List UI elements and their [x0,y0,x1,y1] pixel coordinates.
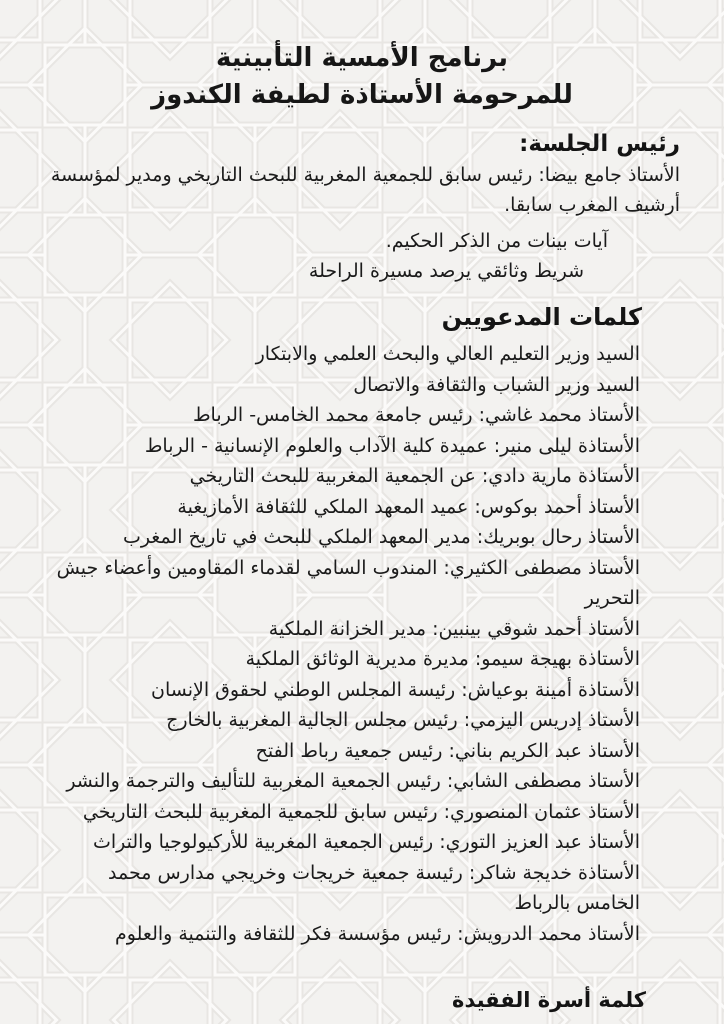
speaker-item: الأستاذ عثمان المنصوري: رئيس سابق للجمعية المغربية للبحث التاريخي [82,800,640,823]
speaker-item: الأستاذة ليلى منير: عميدة كلية الآداب والعلوم الإنسانية - الرباط [144,434,640,457]
speaker-item: الأستاذ إدريس اليزمي: رئيس مجلس الجالية المغربية بالخارج [166,709,640,731]
speaker-item: الأستاذ مصطفى الشابي: رئيس الجمعية المغربية للتأليف والترجمة والنشر [66,770,640,792]
family-word-line: كلمة أسرة الفقيدة [452,988,646,1012]
speaker-item: الأستاذ أحمد شوقي بينبين: مدير الخزانة الملكية [268,617,640,640]
quran-verses-line: آيات بينات من الذكر الحكيم. [385,230,608,252]
speaker-item: الأستاذ محمد غاشي: رئيس جامعة محمد الخامس- الرباط [192,404,640,426]
invitees-heading: كلمات المدعويين [441,303,642,331]
speaker-item: الأستاذة بهيجة سيمو: مديرة مديرية الوثائق الملكية [245,648,640,670]
title-line-1: برنامج الأمسية التأبينية [215,43,509,73]
page-title [44,40,680,114]
session-chair-heading: رئيس الجلسة: [519,131,680,157]
speaker-item: الأستاذة مارية دادي: عن الجمعية المغربية للبحث التاريخي [189,465,640,487]
speaker-item: الأستاذ رحال بوبريك: مدير المعهد الملكي للبحث في تاريخ المغرب [122,526,640,548]
speaker-item: الأستاذ مصطفى الكثيري: المندوب السامي لقدماء المقاومين وأعضاء جيش التحرير [56,556,640,609]
speaker-item: الأستاذة أمينة بوعياش: رئيسة المجلس الوطني لحقوق الإنسان [151,678,640,701]
speakers-list [44,339,680,949]
title-line-2: للمرحومة الأستاذة لطيفة الكندوز [151,80,573,110]
speaker-item: الأستاذ أحمد بوكوس: عميد المعهد الملكي للثقافة الأمازيغية [177,495,640,518]
speaker-item: الأستاذ محمد الدرويش: رئيس مؤسسة فكر للثقافة والتنمية والعلوم [115,922,640,945]
speaker-item: الأستاذ عبد الكريم بناني: رئيس جمعية رباط الفتح [255,739,640,762]
session-chair-description: الأستاذ جامع بيضا: رئيس سابق للجمعية المغربية للبحث التاريخي ومدير لمؤسسة أرشيف المغرب سابقا. [50,164,680,216]
speaker-item: السيد وزير التعليم العالي والبحث العلمي والابتكار [255,343,640,365]
speaker-item: الأستاذة خديجة شاكر: رئيسة جمعية خريجات وخريجي مدارس محمد الخامس بالرباط [108,861,640,914]
speaker-item: الأستاذ عبد العزيز التوري: رئيس الجمعية المغربية للأركيولوجيا والتراث [92,831,640,853]
documentary-film-line: شريط وثائقي يرصد مسيرة الراحلة [308,260,584,282]
speaker-item: السيد وزير الشباب والثقافة والاتصال [353,373,640,396]
